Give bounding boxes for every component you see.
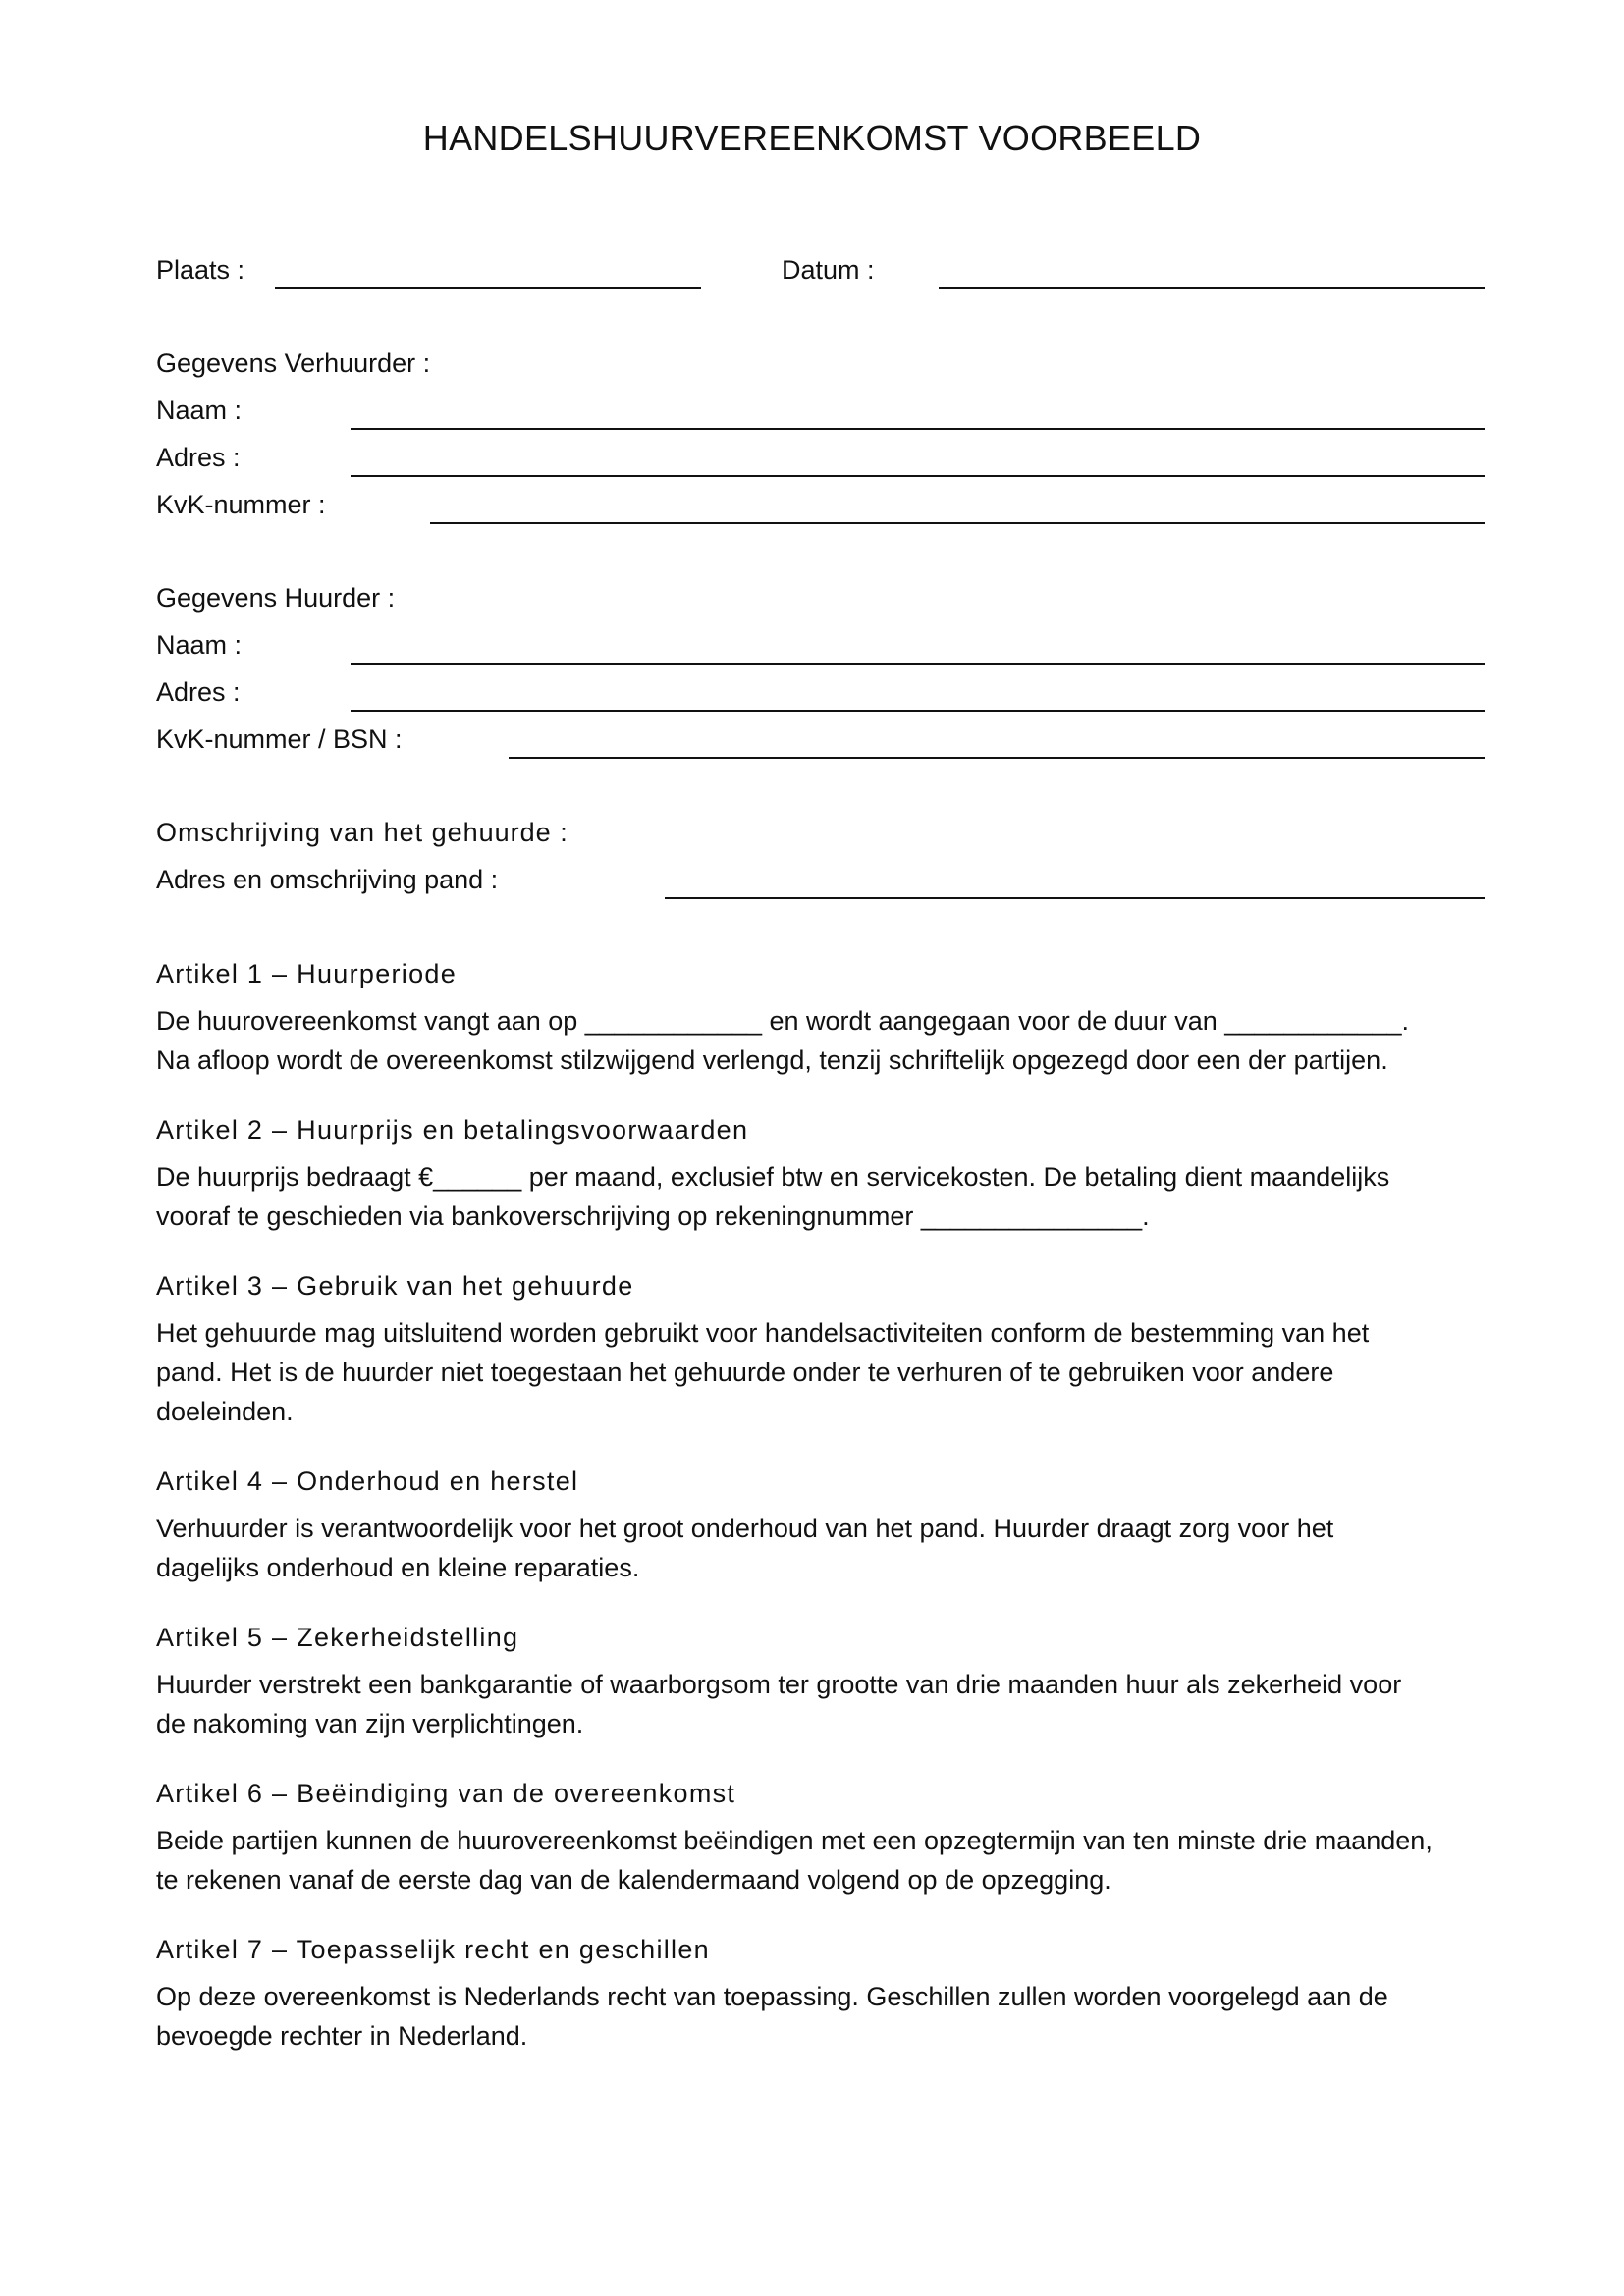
article-3-line-3: doeleinden. [156,1397,294,1426]
article-2-heading: Artikel 2 – Huurprijs en betalingsvoorwaarden [156,1115,749,1145]
article-6-line-1: Beide partijen kunnen de huurovereenkomst beëindigen met een opzegtermijn van ten minste drie maanden, [156,1826,1433,1855]
huurder-adres-label: Adres : [156,677,241,707]
article-2-line-1: De huurprijs bedraagt €______ per maand, exclusief btw en servicekosten. De betaling dient maandelijks [156,1162,1390,1192]
article-2-body [156,1157,1511,1236]
article-5-heading: Artikel 5 – Zekerheidstelling [156,1623,519,1652]
huurder-adres-field[interactable] [351,710,1485,712]
article-3-heading: Artikel 3 – Gebruik van het gehuurde [156,1271,634,1301]
article-3-line-2: pand. Het is de huurder niet toegestaan het gehuurde onder te verhuren of te gebruiken voor andere [156,1358,1334,1387]
article-1-line-2: Na afloop wordt de overeenkomst stilzwijgend verlengd, tenzij schriftelijk opgezegd door een der partijen. [156,1045,1388,1075]
article-4-line-2: dagelijks onderhoud en kleine reparaties. [156,1553,640,1582]
verhuurder-kvk-field[interactable] [430,522,1485,524]
plaats-label: Plaats : [156,255,245,285]
datum-label: Datum : [782,255,875,285]
document-title: HANDELSHUURVEREENKOMST VOORBEELD [422,118,1202,158]
article-7-line-1: Op deze overeenkomst is Nederlands recht van toepassing. Geschillen zullen worden voorgelegd aan de [156,1982,1388,2011]
article-4-body [156,1509,1511,1587]
verhuurder-adres-label: Adres : [156,443,241,472]
datum-field[interactable] [939,287,1485,289]
article-1-heading: Artikel 1 – Huurperiode [156,959,458,988]
verhuurder-adres-field[interactable] [351,475,1485,477]
article-3-line-1: Het gehuurde mag uitsluitend worden gebruikt voor handelsactiviteiten conform de bestemming van het [156,1318,1370,1348]
gehuurde-adres-field[interactable] [665,897,1485,899]
gehuurde-adres-label: Adres en omschrijving pand : [156,865,499,894]
article-1-body [156,1001,1511,1080]
article-6-line-2: te rekenen vanaf de eerste dag van de kalendermaand volgend op de opzegging. [156,1865,1111,1895]
plaats-field[interactable] [275,287,701,289]
huurder-naam-field[interactable] [351,663,1485,665]
huurder-naam-label: Naam : [156,630,243,660]
article-2-line-2: vooraf te geschieden via bankoverschrijving op rekeningnummer _______________. [156,1201,1150,1231]
verhuurder-naam-label: Naam : [156,396,243,425]
huurder-kvk-field[interactable] [509,757,1485,759]
article-7-heading: Artikel 7 – Toepasselijk recht en geschillen [156,1935,710,1964]
article-3-body [156,1313,1511,1431]
article-5-body [156,1665,1511,1743]
gehuurde-heading: Omschrijving van het gehuurde : [156,818,568,847]
verhuurder-naam-field[interactable] [351,428,1485,430]
article-6-body [156,1821,1511,1899]
huurder-kvk-label: KvK-nummer / BSN : [156,724,403,754]
article-5-line-1: Huurder verstrekt een bankgarantie of waarborgsom ter grootte van drie maanden huur als zekerheid voor [156,1670,1402,1699]
article-7-line-2: bevoegde rechter in Nederland. [156,2021,528,2051]
article-6-heading: Artikel 6 – Beëindiging van de overeenkomst [156,1779,736,1808]
article-4-line-1: Verhuurder is verantwoordelijk voor het groot onderhoud van het pand. Huurder draagt zorg voor het [156,1514,1334,1543]
verhuurder-kvk-label: KvK-nummer : [156,490,326,519]
huurder-heading: Gegevens Huurder : [156,583,396,613]
article-7-body [156,1977,1511,2056]
article-1-line-1: De huurovereenkomst vangt aan op ____________ en wordt aangegaan voor de duur van ____________. [156,1006,1410,1036]
verhuurder-heading: Gegevens Verhuurder : [156,348,431,378]
article-5-line-2: de nakoming van zijn verplichtingen. [156,1709,584,1738]
article-4-heading: Artikel 4 – Onderhoud en herstel [156,1467,579,1496]
